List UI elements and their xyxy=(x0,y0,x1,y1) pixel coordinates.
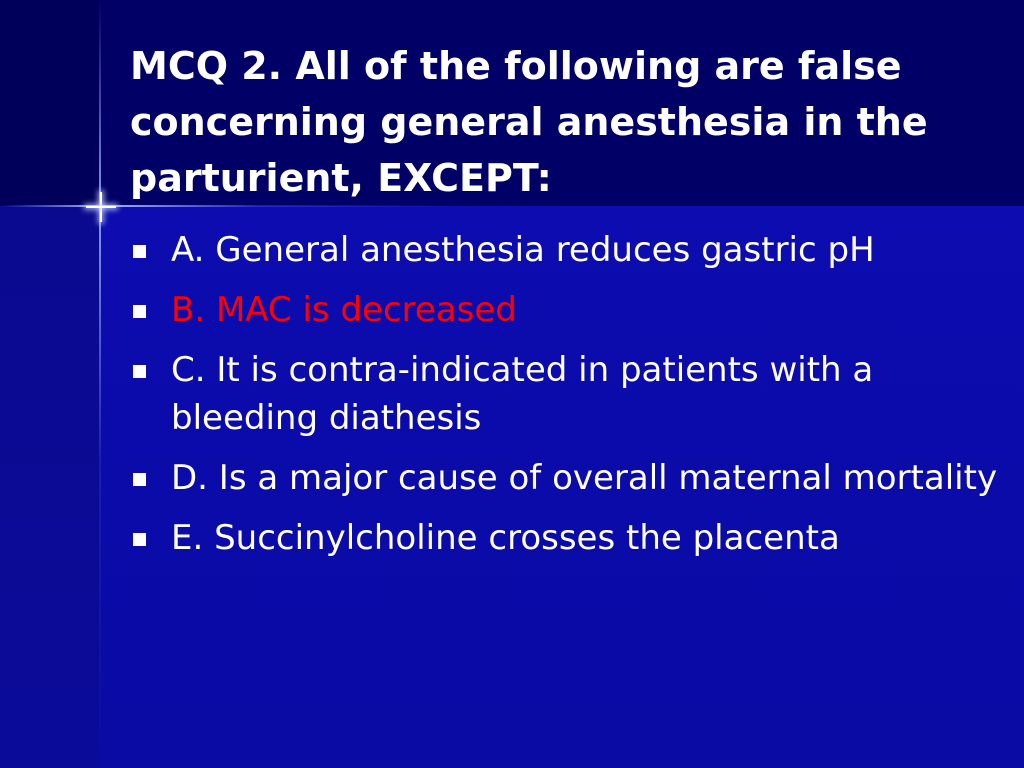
option-d xyxy=(130,454,1000,502)
option-e xyxy=(130,514,1000,562)
bullet-square-icon xyxy=(133,305,146,318)
sparkle-icon xyxy=(86,192,116,222)
option-d-text: D. Is a major cause of overall maternal mortality xyxy=(171,458,998,498)
option-c-text: C. It is contra-indicated in patients with a bleeding diathesis xyxy=(171,350,874,438)
option-b xyxy=(130,286,1000,334)
option-a-text: A. General anesthesia reduces gastric pH xyxy=(171,230,875,270)
option-a xyxy=(130,226,1000,274)
bullet-square-icon xyxy=(133,245,146,258)
vertical-accent-line xyxy=(99,0,101,768)
option-e-text: E. Succinylcholine crosses the placenta xyxy=(171,518,840,558)
option-list xyxy=(130,226,1000,574)
option-b-text: B. MAC is decreased xyxy=(171,290,517,330)
slide-title: MCQ 2. All of the following are false concerning general anesthesia in the parturient, EXCEPT: xyxy=(130,44,928,200)
bullet-square-icon xyxy=(133,533,146,546)
bullet-square-icon xyxy=(133,365,146,378)
title-band-corner xyxy=(0,0,100,206)
bullet-square-icon xyxy=(133,473,146,486)
option-c xyxy=(130,346,1000,442)
